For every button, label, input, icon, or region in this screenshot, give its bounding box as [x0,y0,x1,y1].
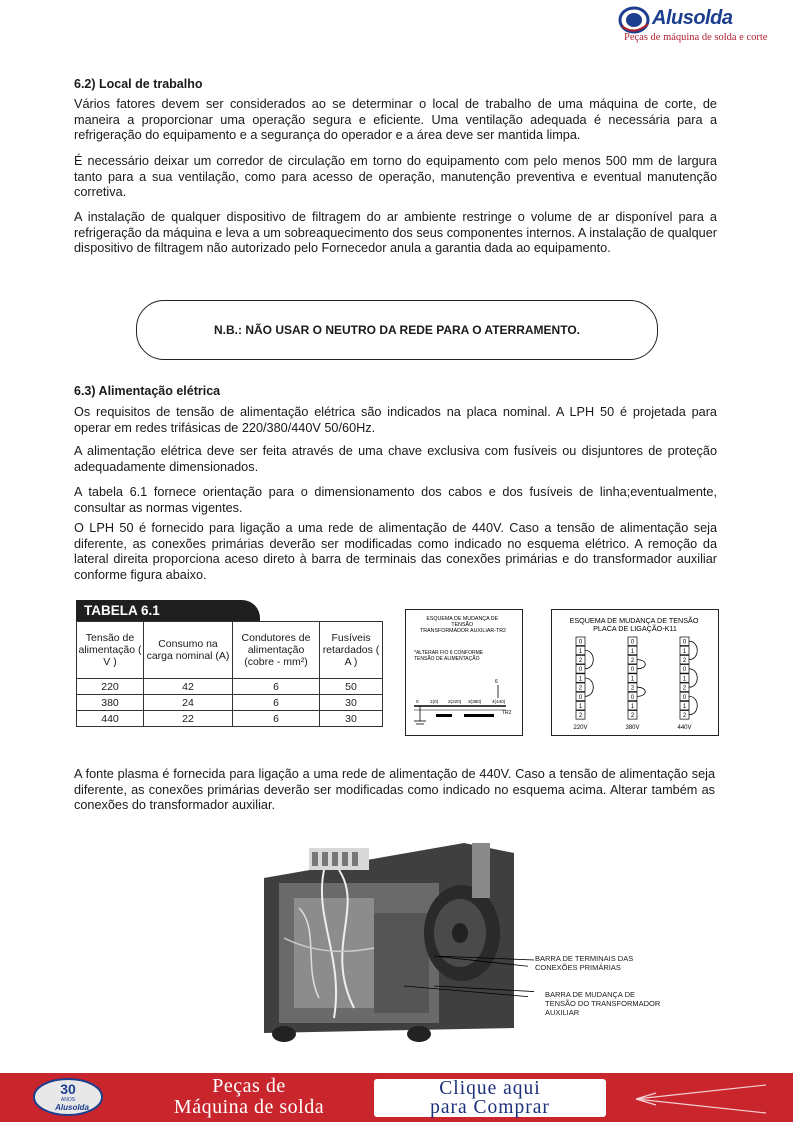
diagram1-terminal: 2(220) [448,699,462,704]
badge-number: 30 [60,1081,76,1097]
photo-label-aux-transformer-bar: BARRA DE MUDANÇA DE TENSÃO DO TRANSFORMADOR AUXILIAR [545,990,661,1017]
table-6-1 [76,621,383,727]
k11-terminal-number: 0 [682,694,687,701]
plasma-source-paragraph: A fonte plasma é fornecida para ligação a uma rede de alimentação de 440V. Caso a tensão de alimentação seja diferente, as conexões primárias deverão ser modificadas como indicado no esquema acima. Alterar também as conexões do transformador auxiliar. [74,767,715,812]
section-6-2-paragraph-3: A instalação de qualquer dispositivo de filtragem do ar ambiente restringe o volume de ar disponível para a refrigeração da máquina e leva a um sobreaquecimento dos seus componentes internos. A instalação de qualquer dispositivo de filtragem não autorizado pelo Fornecedor anula a garantia dada ao equipamento. [74,210,717,255]
k11-terminal-number: 0 [682,639,687,646]
table-cell: 50 [320,679,383,695]
diagram1-tr2-label: TR2 [502,710,512,716]
tr2-voltage-diagram [405,609,523,736]
table-row [77,679,383,695]
warning-text: N.B.: NÃO USAR O NEUTRO DA REDE PARA O ATERRAMENTO. [213,323,580,337]
section-6-2-heading: 6.2) Local de trabalho [74,77,203,91]
table-cell: 30 [320,711,383,727]
k11-terminal-number: 0 [630,667,635,674]
k11-jumper [585,678,593,696]
section-6-3-paragraph-1: Os requisitos de tensão de alimentação elétrica são indicados na placa nominal. A LPH 50 é projetada para operar em redes trifásicas de 220/380/440V 50/60Hz. [74,405,717,435]
k11-jumper [689,641,697,659]
banner-text-line-2: Máquina de solda [173,1096,325,1118]
table-cell: 6 [233,679,320,695]
section-6-3-heading: 6.3) Alimentação elétrica [74,384,221,398]
photo-label-primary-terminals: BARRA DE TERMINAIS DAS CONEXÕES PRIMÁRIAS [535,954,634,972]
diagram1-terminal: 3(380) [468,699,482,704]
k11-terminal-number: 0 [578,667,583,674]
k11-column-label: 380V [625,725,640,731]
k11-terminal-number: 0 [578,639,583,646]
equipment-photo [224,838,528,1043]
k11-terminal-number: 1 [630,676,635,683]
k11-terminal-number: 2 [578,685,583,692]
table-title: TABELA 6.1 [76,600,260,621]
brand-name: Alusolda [652,7,733,29]
diagram1-wire-label: 6 [495,679,498,685]
diagram2-title: ESQUEMA DE MUDANÇA DE TENSÃO PLACA DE LIGAÇÃO-K11 [569,616,699,633]
k11-terminal-number: 2 [682,685,687,692]
table-cell: 6 [233,695,320,711]
k11-column-label: 440V [677,725,692,731]
table-cell: 24 [144,695,233,711]
k11-terminal-number: 2 [682,658,687,664]
k11-terminal-number: 1 [578,676,583,683]
k11-jumper [689,696,697,714]
warning-box [136,300,658,360]
k11-terminal-number: 2 [682,713,687,720]
section-6-3-paragraph-4: O LPH 50 é fornecido para ligação a uma rede de alimentação de 440V. Caso a tensão de alimentação seja diferente, as conexões primárias deverão ser modificadas como indicado no esquema elétrico. A remoção da lateral direita proporciona aceso direto à barra de terminais das conexões primárias e do transformador auxiliar conforme figura abaixo. [74,521,717,582]
alusolda-logo-icon [618,6,652,34]
table-cell: 30 [320,695,383,711]
k11-jumper [689,669,697,687]
table-header-row [77,622,383,679]
section-6-3-paragraph-2: A alimentação elétrica deve ser feita através de uma chave exclusiva com fusíveis ou disjuntores de proteção adequadamente dimensionados. [74,444,717,474]
k11-terminal-number: 1 [630,648,635,655]
table-header: Tensão de alimentação ( V ) [77,622,144,679]
banner-text [134,1076,364,1118]
k11-jumper [637,660,645,669]
section-6-2-paragraph-2: É necessário deixar um corredor de circulação em torno do equipamento com pelo menos 500 mm de largura tanto para a sua ventilação, como para acesso de operação, manutenção preventiva e eventual manutenção corretiva. [74,154,717,199]
k11-terminal-number: 1 [682,676,687,683]
diagram1-terminal: 0 [416,699,419,704]
section-6-3-paragraph-3: A tabela 6.1 fornece orientação para o dimensionamento dos cabos e dos fusíveis de linha;eventualmente, consultar as normas vigentes. [74,485,717,515]
table-header: Fusíveis retardados ( A ) [320,622,383,679]
k11-terminal-number: 2 [578,713,583,720]
k11-terminal-number: 1 [682,648,687,655]
k11-terminal-number: 2 [630,685,635,692]
table-cell: 42 [144,679,233,695]
badge-brand: Alusolda [55,1103,89,1112]
table-row [77,695,383,711]
table-cell: 6 [233,711,320,727]
table-row [77,711,383,727]
decorative-arrow-icon [626,1079,776,1119]
diagram1-note: *ALTERAR FIO 6 CONFORME TENSÃO DE ALIMENTAÇÃO [414,650,484,662]
banner-text-line-1: Peças de [212,1075,286,1097]
diagram1-terminal: 1(0) [430,699,439,704]
k11-terminal-number: 1 [630,704,635,710]
k11-terminal-number: 0 [630,694,635,701]
k11-terminal-number: 1 [682,704,687,710]
diagram1-terminal: 4(440) [492,699,506,704]
k11-terminal-number: 1 [578,648,583,655]
k11-terminal-number: 2 [630,658,635,664]
k11-terminal-number: 2 [630,713,635,720]
brand-logo [618,6,768,46]
table-header: Condutores de alimentação (cobre - mm²) [233,622,320,679]
buy-button-line-1: Clique aqui [439,1078,541,1099]
brand-tagline: Peças de máquina de solda e corte [624,32,768,43]
table-cell: 22 [144,711,233,727]
footer-banner[interactable] [0,1073,793,1122]
k11-terminal-number: 1 [578,704,583,710]
badge-small: ANOS [60,1097,76,1103]
buy-button[interactable] [374,1079,606,1117]
diagram1-title: ESQUEMA DE MUDANÇA DE TENSÃO TRANSFORMADOR AUXILIAR-TR2 [420,616,506,634]
k11-column-label: 220V [573,725,588,731]
k11-terminal-number: 0 [578,694,583,701]
table-cell: 220 [77,679,144,695]
section-6-2-paragraph-1: Vários fatores devem ser considerados ao se determinar o local de trabalho de uma máquina de corte, de maneira a proporcionar uma operação segura e eficiente. Uma ventilação adequada é necessária para a refrigeração do equipamento e a segurança do operador e a área deve ser mantida limpa. [74,97,717,142]
leader-lines [434,956,534,996]
k11-terminal-number: 0 [630,639,635,646]
buy-button-line-2: para Comprar [430,1097,550,1118]
table-cell: 380 [77,695,144,711]
30-years-badge-icon [32,1077,104,1117]
table-header: Consumo na carga nominal (A) [144,622,233,679]
k11-voltage-diagram [551,609,719,736]
k11-terminal-number: 2 [578,658,583,664]
table-cell: 440 [77,711,144,727]
k11-terminal-number: 0 [682,667,687,674]
k11-jumper [585,650,593,668]
k11-jumper [637,687,645,696]
